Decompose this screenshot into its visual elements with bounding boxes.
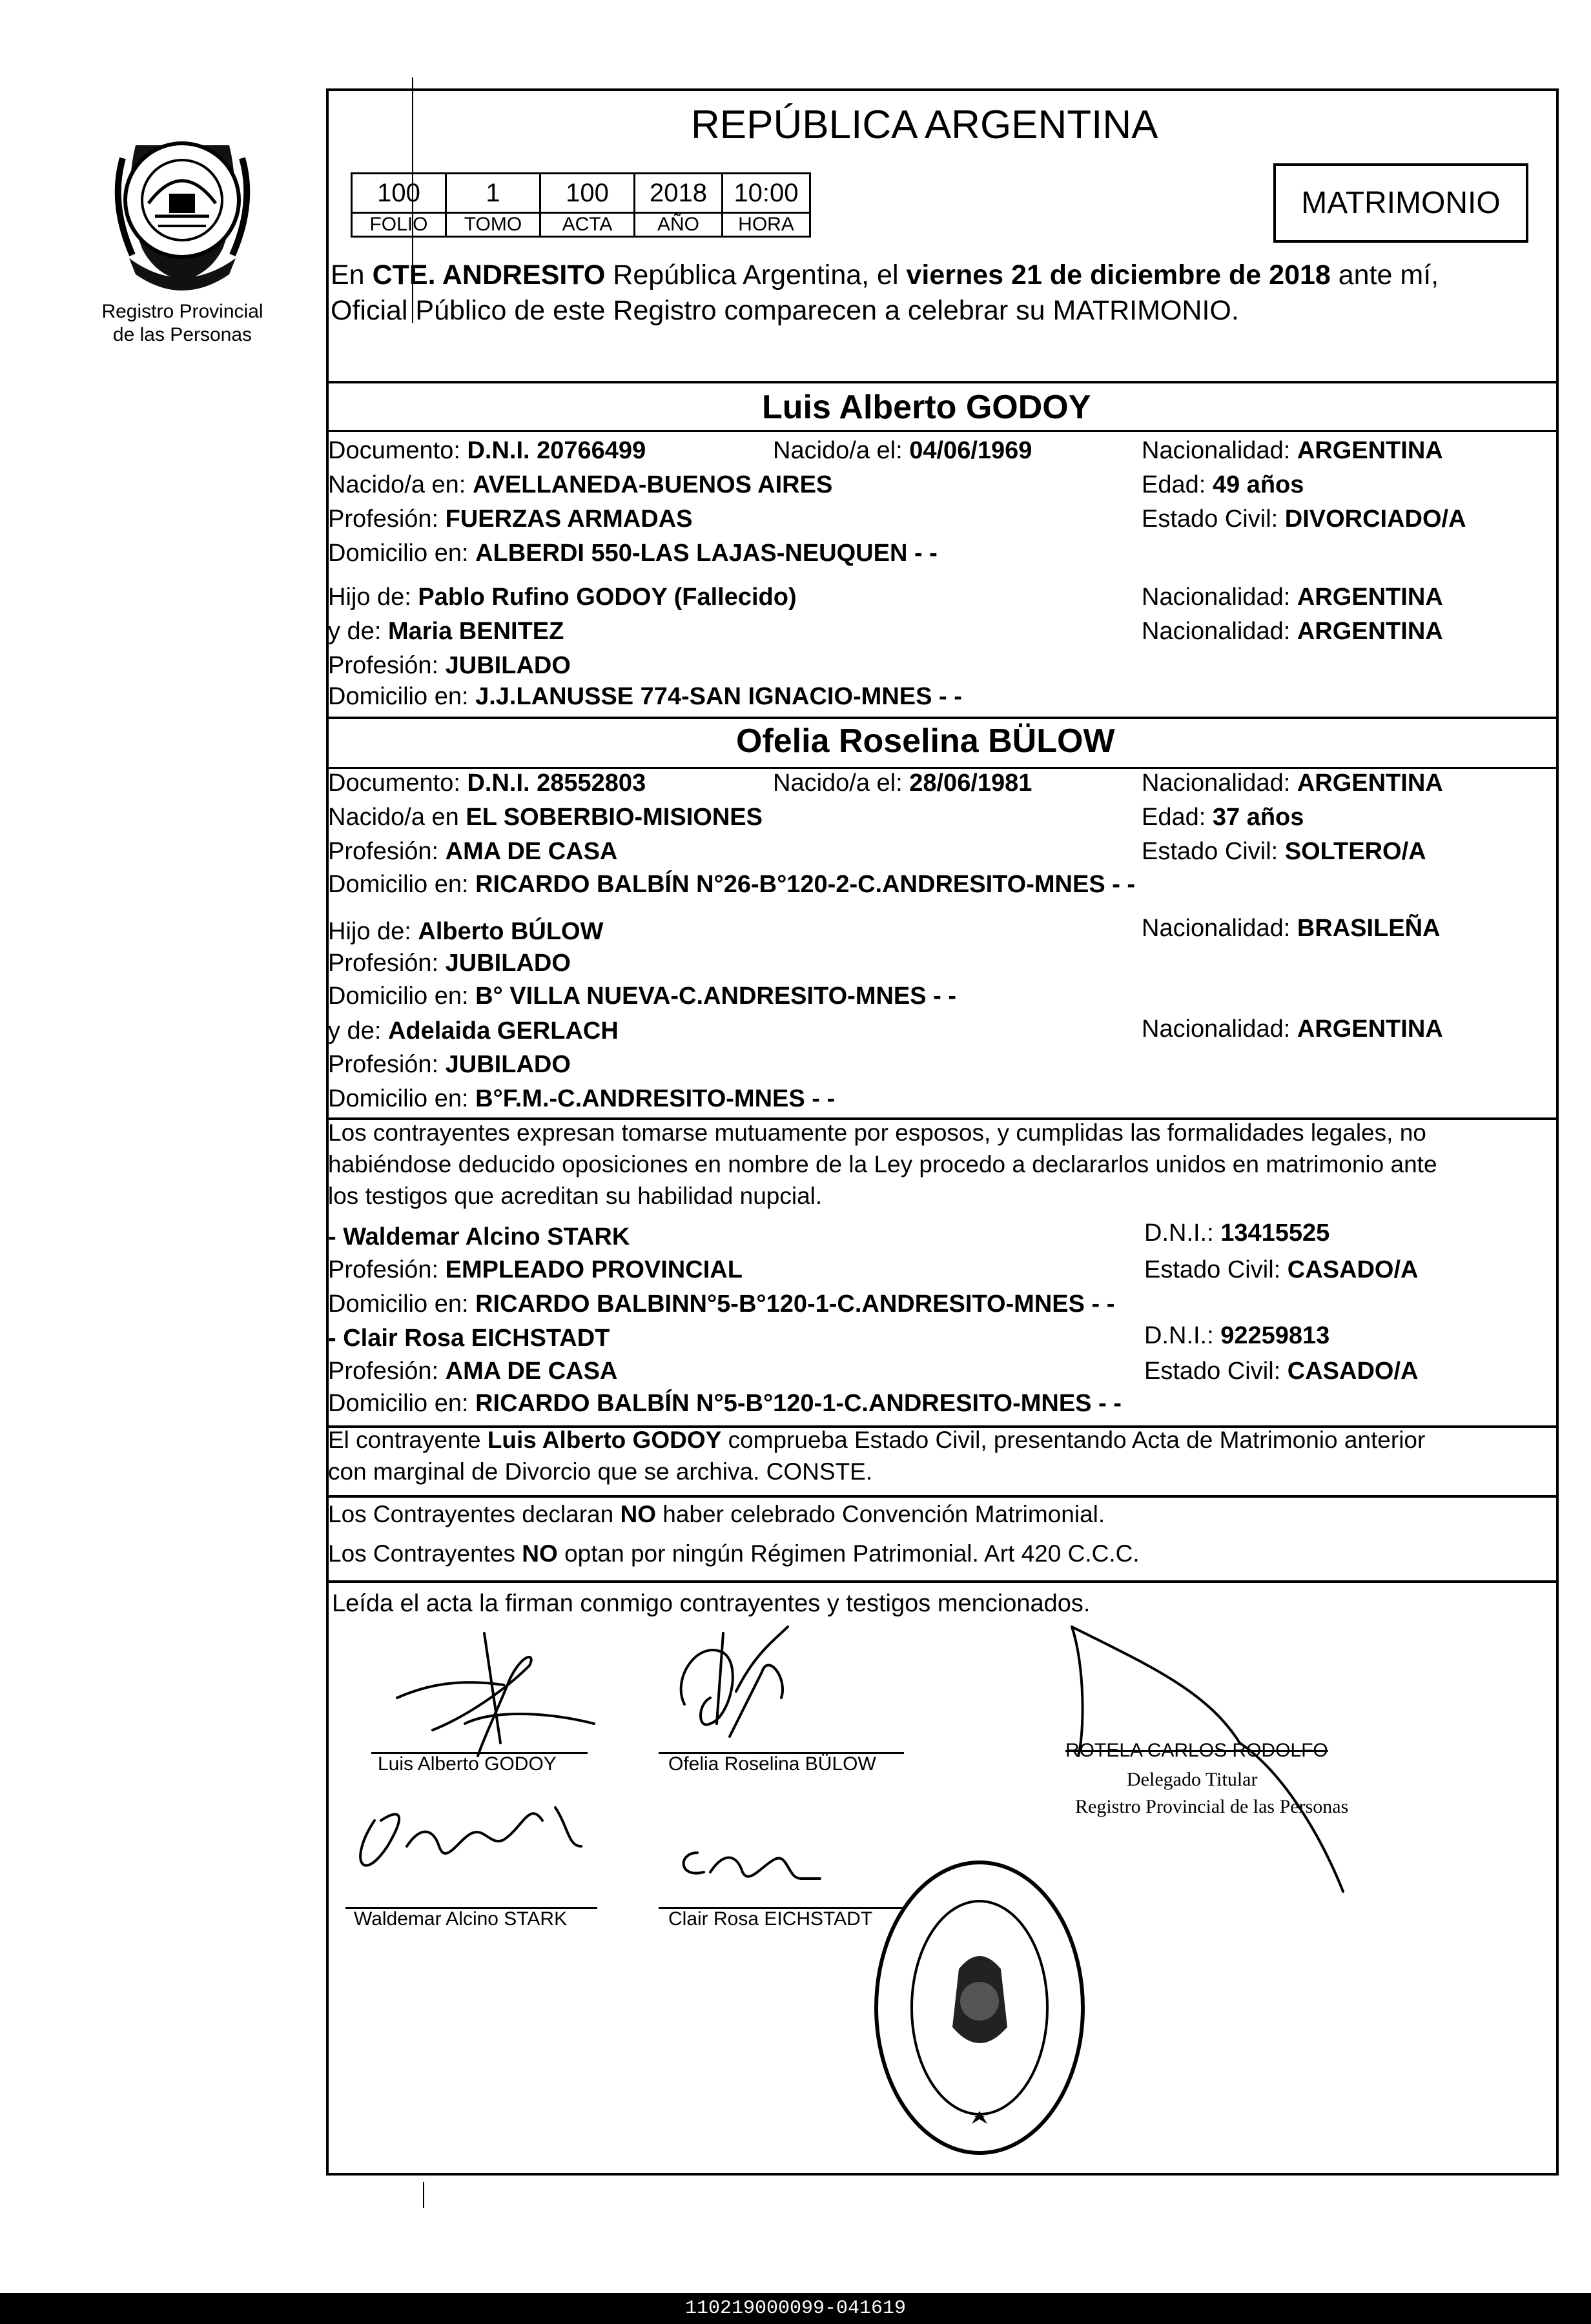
- bride-signature-label: Ofelia Roselina BÜLOW: [668, 1753, 876, 1775]
- folio-label: FOLIO: [352, 213, 446, 237]
- acta-label: ACTA: [540, 213, 635, 237]
- bride-nationality: Nacionalidad: ARGENTINA: [1142, 770, 1443, 797]
- stamp-seal-icon: [868, 1853, 1091, 2163]
- groom-signature-label: Luis Alberto GODOY: [378, 1753, 557, 1775]
- divider: [326, 1580, 1559, 1583]
- bride-profession: Profesión: AMA DE CASA: [328, 838, 618, 865]
- intro-text: ante mí,: [1338, 260, 1439, 290]
- divider: [326, 430, 1559, 432]
- groom-father: Hijo de: Pablo Rufino GODOY (Fallecido): [328, 584, 797, 611]
- year-value: 2018: [635, 174, 723, 213]
- tomo-value: 1: [446, 174, 540, 213]
- bride-mother-profession: Profesión: JUBILADO: [328, 1051, 571, 1078]
- divider: [326, 767, 1559, 769]
- divider: [326, 381, 1559, 383]
- official-stamp: [868, 1853, 1091, 2163]
- logo-caption-line-1: Registro Provincial: [101, 301, 263, 322]
- bride-mother: y de: Adelaida GERLACH: [328, 1017, 619, 1045]
- divider: [326, 1495, 1559, 1498]
- bride-mother-nationality: Nacionalidad: ARGENTINA: [1142, 1015, 1443, 1043]
- official-title: Delegado Titular: [1127, 1769, 1258, 1790]
- document-code: 110219000099-041619: [0, 2293, 1591, 2324]
- logo-caption-line-2: de las Personas: [112, 324, 252, 345]
- intro-date: viernes 21 de diciembre de 2018: [906, 260, 1331, 290]
- bride-name: Ofelia Roselina BÜLOW: [736, 722, 1115, 760]
- groom-profession: Profesión: FUERZAS ARMADAS: [328, 505, 693, 533]
- groom-parents-profession: Profesión: JUBILADO: [328, 652, 571, 679]
- bride-civil-status: Estado Civil: SOLTERO/A: [1142, 838, 1426, 865]
- groom-document: Documento: D.N.I. 20766499: [328, 437, 646, 464]
- province-logo: [97, 119, 268, 294]
- witness-1-profession: Profesión: EMPLEADO PROVINCIAL: [328, 1256, 743, 1283]
- groom-age: Edad: 49 años: [1142, 471, 1304, 498]
- scan-mark: [423, 2182, 424, 2208]
- groom-nationality: Nacionalidad: ARGENTINA: [1142, 437, 1443, 464]
- witness-2-profession: Profesión: AMA DE CASA: [328, 1358, 618, 1385]
- intro-text: En: [331, 260, 365, 290]
- groom-father-nationality: Nacionalidad: ARGENTINA: [1142, 584, 1443, 611]
- declaration-line-2: habiéndose deducido oposiciones en nombre de la Ley procedo a declararlos unidos en matrimonio ante: [328, 1151, 1437, 1177]
- province-seal-icon: [97, 119, 268, 294]
- bride-birth-date: Nacido/a el: 28/06/1981: [773, 770, 1032, 797]
- witness-1-dni: D.N.I.: 13415525: [1144, 1219, 1330, 1247]
- witness-2-signature-label: Clair Rosa EICHSTADT: [668, 1908, 873, 1930]
- witness-2-dni: D.N.I.: 92259813: [1144, 1322, 1330, 1349]
- acta-value: 100: [540, 174, 635, 213]
- folio-value: 100: [352, 174, 446, 213]
- scan-mark: [412, 77, 413, 323]
- bride-father-profession: Profesión: JUBILADO: [328, 950, 571, 977]
- groom-address: Domicilio en: ALBERDI 550-LAS LAJAS-NEUQUEN - -: [328, 540, 938, 567]
- civil-status-note-line-1: El contrayente Luis Alberto GODOY comprueba Estado Civil, presentando Acta de Matrimonio anterior: [328, 1427, 1426, 1453]
- hour-value: 10:00: [723, 174, 810, 213]
- witness-1-civil-status: Estado Civil: CASADO/A: [1144, 1256, 1419, 1283]
- intro-place: CTE. ANDRESITO: [372, 260, 606, 290]
- groom-birth-date: Nacido/a el: 04/06/1969: [773, 437, 1032, 464]
- bride-document: Documento: D.N.I. 28552803: [328, 770, 646, 797]
- intro-line-2: Oficial Público de este Registro comparecen a celebrar su MATRIMONIO.: [331, 295, 1239, 326]
- page-title: REPÚBLICA ARGENTINA: [691, 103, 1158, 147]
- groom-birth-place: Nacido/a en: AVELLANEDA-BUENOS AIRES: [328, 471, 833, 498]
- signatures-intro: Leída el acta la firman conmigo contrayentes y testigos mencionados.: [332, 1590, 1091, 1617]
- tomo-label: TOMO: [446, 213, 540, 237]
- witness-2-civil-status: Estado Civil: CASADO/A: [1144, 1358, 1419, 1385]
- bride-age: Edad: 37 años: [1142, 804, 1304, 831]
- groom-parents-address: Domicilio en: J.J.LANUSSE 774-SAN IGNACIO-MNES - -: [328, 683, 962, 710]
- declaration-line-3: los testigos que acreditan su habilidad nupcial.: [328, 1183, 823, 1209]
- bride-father: Hijo de: Alberto BÚLOW: [328, 918, 604, 945]
- civil-status-note-line-2: con marginal de Divorcio que se archiva. CONSTE.: [328, 1458, 873, 1485]
- witness-1-signature-label: Waldemar Alcino STARK: [354, 1908, 568, 1930]
- witness-2-name: - Clair Rosa EICHSTADT: [328, 1325, 610, 1352]
- witness-2-address: Domicilio en: RICARDO BALBÍN N°5-B°120-1-C.ANDRESITO-MNES - -: [328, 1390, 1122, 1417]
- act-type-box: MATRIMONIO: [1273, 163, 1528, 243]
- groom-mother: y de: Maria BENITEZ: [328, 618, 564, 645]
- year-label: AÑO: [635, 213, 723, 237]
- convention-line-2: Los Contrayentes NO optan por ningún Régimen Patrimonial. Art 420 C.C.C.: [328, 1540, 1140, 1567]
- convention-line-1: Los Contrayentes declaran NO haber celebrado Convención Matrimonial.: [328, 1501, 1105, 1527]
- groom-name: Luis Alberto GODOY: [762, 389, 1091, 426]
- divider: [326, 717, 1559, 719]
- bride-father-nationality: Nacionalidad: BRASILEÑA: [1142, 915, 1441, 942]
- declaration-line-1: Los contrayentes expresan tomarse mutuamente por esposos, y cumplidas las formalidades legales, no: [328, 1119, 1426, 1146]
- intro-text: República Argentina, el: [613, 260, 899, 290]
- official-office: Registro Provincial de las Personas: [1075, 1796, 1349, 1817]
- bride-address: Domicilio en: RICARDO BALBÍN N°26-B°120-2-C.ANDRESITO-MNES - -: [328, 871, 1136, 898]
- witness-1-name: - Waldemar Alcino STARK: [328, 1223, 630, 1250]
- bride-mother-address: Domicilio en: B°F.M.-C.ANDRESITO-MNES - -: [328, 1085, 836, 1112]
- official-name: ROTELA CARLOS RODOLFO: [1065, 1740, 1328, 1761]
- folio-table: [351, 172, 811, 238]
- bride-birth-place: Nacido/a en EL SOBERBIO-MISIONES: [328, 804, 763, 831]
- bride-father-address: Domicilio en: B° VILLA NUEVA-C.ANDRESITO-MNES - -: [328, 983, 957, 1010]
- witness-1-address: Domicilio en: RICARDO BALBINN°5-B°120-1-C.ANDRESITO-MNES - -: [328, 1290, 1115, 1318]
- groom-civil-status: Estado Civil: DIVORCIADO/A: [1142, 505, 1466, 533]
- intro-line-1: [331, 261, 1439, 289]
- groom-mother-nationality: Nacionalidad: ARGENTINA: [1142, 618, 1443, 645]
- hour-label: HORA: [723, 213, 810, 237]
